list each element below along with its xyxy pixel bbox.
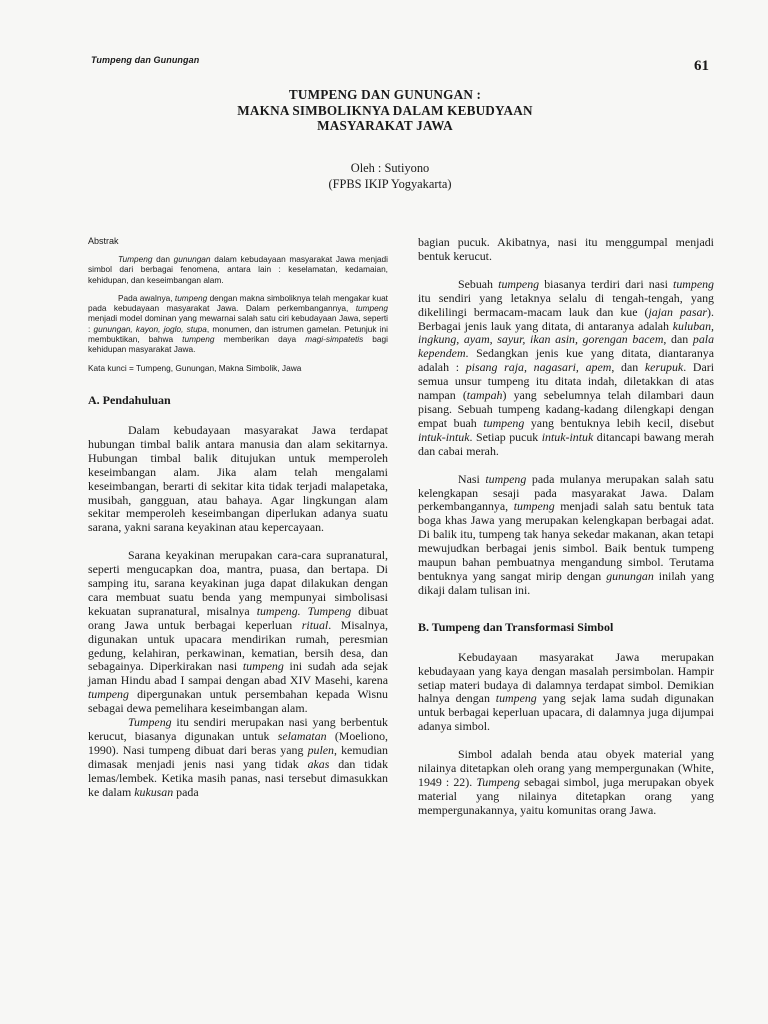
body-paragraph: bagian pucuk. Akibatnya, nasi itu menggumpal menjadi bentuk kerucut. bbox=[418, 235, 714, 263]
title-line: MASYARAKAT JAWA bbox=[317, 118, 453, 133]
abstract-heading: Abstrak bbox=[88, 236, 119, 246]
section-heading: A. Pendahuluan bbox=[88, 392, 171, 407]
body-paragraph: Sarana keyakinan merupakan cara-cara supranatural, seperti mengucapkan doa, mantra, puasa, dan bertapa. Di samping itu, sarana keyakinan juga dapat dilakukan dengan cara membuat suatu benda yang mempunyai simbolisasi kekuatan supranatural, misalnya tumpeng. Tumpeng dibuat orang Jawa untuk berbagai keperluan ritual. Misalnya, digunakan untuk upacara mendirikan rumah, peresmian gedung, kelahiran, perkawinan, kematian, bersih desa, dan sebagainya. Diperkirakan nasi tumpeng ini sudah ada sejak jaman Hindu abad I sampai dengan abad XIV Masehi, karena tumpeng dipergunakan untuk persembahan kepada Wisnu sebagai dewa pemelihara keseimbangan alam. bbox=[88, 548, 389, 716]
running-head: Tumpeng dan Gunungan bbox=[91, 55, 200, 65]
body-paragraph: Dalam kebudayaan masyarakat Jawa terdapat hubungan timbal balik antara manusia dan alam sekitarnya. Hubungan timbal balik ditujukan untuk memperoleh keseimbangan alam. Jika alam telah mengalami keseimbangan, berarti di sekitar kita tidak terjadi malapetaka, musibah, gangguan, atau bahaya. Agar lingkungan alam sekitar memperoleh keseimbangan diperlukan adanya suatu sarana, yakni sarana keyakinan atau kepercayaan. bbox=[88, 422, 388, 535]
abstract-paragraph: Tumpeng dan gunungan dalam kebudayaan masyarakat Jawa menjadi simbol dari berbagai fenomena, antara lain : keselamatan, kedamaian, kehidupan, dan keseimbangan alam. bbox=[88, 254, 388, 285]
page-number: 61 bbox=[694, 58, 709, 74]
right-column bbox=[418, 230, 714, 832]
article-title bbox=[170, 87, 600, 134]
author-affiliation: (FPBS IKIP Yogyakarta) bbox=[328, 177, 452, 191]
body-paragraph: Tumpeng itu sendiri merupakan nasi yang berbentuk kerucut, biasanya digunakan untuk selamatan (Moeliono, 1990). Nasi tumpeng dibuat dari beras yang pulen, kemudian dimasak menjadi jenis nasi yang tidak akas dan tidak lemas/lembek. Ketika masih panas, nasi tersebut dimasukkan ke dalam kukusan pada bbox=[88, 715, 389, 799]
keywords: Kata kunci = Tumpeng, Gunungan, Makna Simbolik, Jawa bbox=[88, 362, 302, 373]
left-column bbox=[88, 230, 388, 800]
abstract-paragraph: Pada awalnya, tumpeng dengan makna simboliknya telah mengakar kuat pada kebudayaan masyarakat Jawa. Dalam perkembangannya, tumpeng menjadi model dominan yang mewarnai salah satu ciri kebudayaan Jawa, seperti : gunungan, kayon, joglo, stupa, monumen, dan istrumen gamelan. Petunjuk ini membuktikan, bahwa tumpeng memberikan daya magi-simpatetis bagi kehidupan masyarakat Jawa. bbox=[88, 292, 388, 355]
title-line: TUMPENG DAN GUNUNGAN : bbox=[288, 87, 482, 102]
author-name: Oleh : Sutiyono bbox=[350, 161, 430, 175]
body-paragraph: Simbol adalah benda atau obyek material yang nilainya ditetapkan oleh orang yang mempergunakan (White, 1949 : 22). Tumpeng sebagai simbol, juga merupakan obyek material yang nilainya ditetapkan orang yang mempergunakannya, yaitu komunitas orang Jawa. bbox=[418, 747, 715, 817]
title-line: MAKNA SIMBOLIKNYA DALAM KEBUDYAAN bbox=[237, 102, 533, 118]
byline bbox=[250, 160, 530, 192]
body-paragraph: Kebudayaan masyarakat Jawa merupakan kebudayaan yang kaya dengan masalah persimbolan. Hampir setiap materi budaya di dalamnya terdapat simbol. Demikian halnya dengan tumpeng yang sejak lama sudah digunakan untuk berbagai keperluan upacara, di dalamnya juga dijumpai adanya simbol. bbox=[418, 649, 714, 734]
body-paragraph: Nasi tumpeng pada mulanya merupakan salah satu kelengkapan sesaji pada masyarakat Jawa. Dalam perkembangannya, tumpeng menjadi salah satu bentuk tata boga khas Jawa yang merupakan kelengkapan berbagai adat. Di balik itu, tumpeng tak hanya sekedar makanan, akan tetapi mewujudkan berbagai jenis simbol. Baik bentuk tumpeng maupun bahan pembuatnya mengandung simbol. Terutama bentuknya yang sangat mirip dengan gunungan inilah yang dikaji dalam tulisan ini. bbox=[418, 471, 715, 597]
section-heading: B. Tumpeng dan Transformasi Simbol bbox=[418, 619, 614, 634]
body-paragraph: Sebuah tumpeng biasanya terdiri dari nasi tumpeng itu sendiri yang letaknya selalu di tengah-tengah, yang dikelilingi bermacam-macam lauk dan kue (jajan pasar). Berbagai jenis lauk yang ditata, di antaranya adalah kuluban, ingkung, ayam, sayur, ikan asin, gorengan bacem, dan pala kependem. Sedangkan jenis kue yang ditata, diantaranya adalah : pisang raja, nagasari, apem, dan kerupuk. Dari semua unsur tumpeng itu ditata indah, diletakkan di atas nampan (tampah) yang sebelumnya telah dilambari daun pisang. Sebuah tumpeng kadang-kadang dilengkapi dengan empat buah tumpeng yang bentuknya lebih kecil, disebut intuk-intuk. Setiap pucuk intuk-intuk ditancapi bawang merah dan cabai merah. bbox=[418, 276, 715, 458]
